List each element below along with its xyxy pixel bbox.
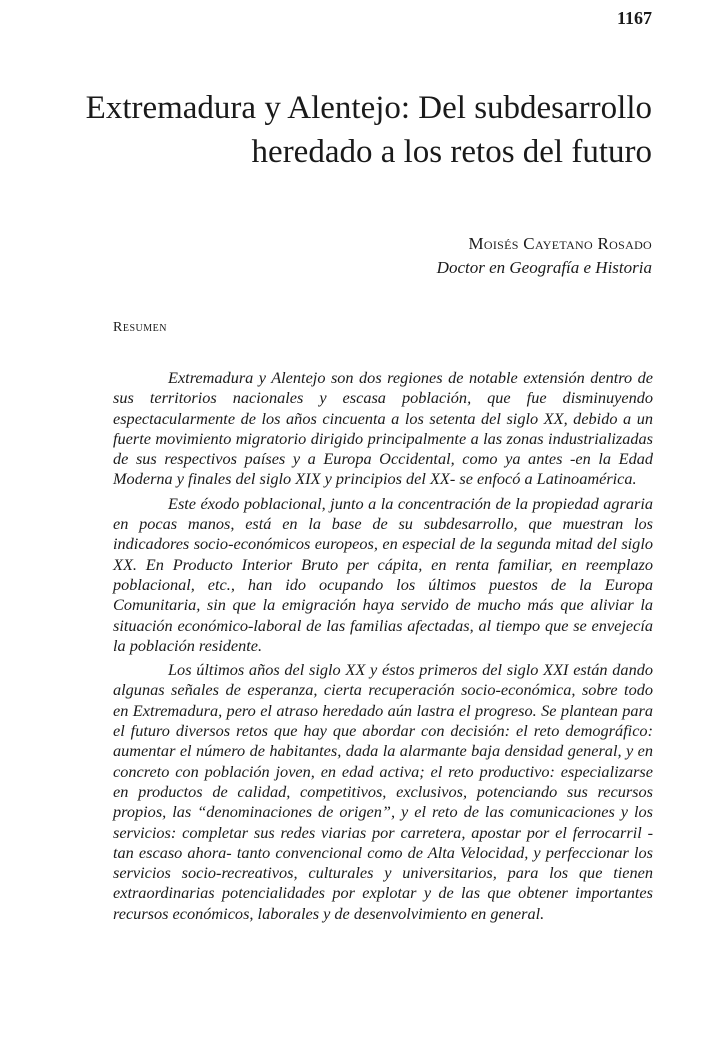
abstract-paragraph: Extremadura y Alentejo son dos regiones de notable extensión dentro de sus territorios nacionales y escasa población, que fue disminuyendo espectacularmente de los años cincuenta a los setenta del siglo XX, debido a un fuerte movimiento migratorio dirigido principalmente a las zonas industrializadas de sus respectivos países y a Europa Occidental, como ya antes -en la Edad Moderna y finales del siglo XIX y principios del XX- se enfocó a Latinoamérica. — [113, 368, 653, 489]
author-name: Moisés Cayetano Rosado — [468, 234, 652, 253]
abstract-paragraph: Este éxodo poblacional, junto a la concentración de la propiedad agraria en pocas manos, está en la base de su subdesarrollo, que muestran los indicadores socio-económicos europeos, en especial de la segunda mitad del siglo XX. En Producto Interior Bruto per cápita, en renta familiar, en reemplazo poblacional, etc., han ido ocupando los últimos puestos de la Europa Comunitaria, sin que la emigración haya servido de mucho más que aliviar la situación económico-laboral de las familias afectadas, al tiempo que se envejecía la población residente. — [113, 493, 653, 655]
abstract-paragraph: Los últimos años del siglo XX y éstos primeros del siglo XXI están dando algunas señales de esperanza, cierta recuperación socio-económica, sobre todo en Extremadura, pero el atraso heredado aún lastra el progreso. Se plantean para el futuro diversos retos que hay que abordar con decisión: el reto demográfico: aumentar el número de habitantes, dada la alarmante baja densidad general, y en concreto con población joven, en edad activa; el reto productivo: especializarse en productos de calidad, competitivos, exclusivos, potenciando sus recursos propios, las “denominaciones de origen”, y el reto de las comunicaciones y los servicios: completar sus redes viarias por carretera, apostar por el ferrocarril -tan escaso ahora- tanto convencional como de Alta Velocidad, y perfeccionar los servicios socio-recreativos, culturales y universitarios, para los que tienen extraordinarias potencialidades por explotar y de las que obtener importantes recursos económicos, laborales y de desenvolvimiento en general. — [113, 660, 653, 923]
author-block — [437, 232, 652, 280]
page-number: 1167 — [616, 8, 652, 28]
article-title: Extremadura y Alentejo: Del subdesarrollo heredado a los retos del futuro — [85, 90, 652, 170]
abstract-heading: Resumen — [113, 320, 167, 335]
abstract-body — [113, 368, 653, 928]
author-affiliation: Doctor en Geografía e Historia — [436, 258, 652, 277]
